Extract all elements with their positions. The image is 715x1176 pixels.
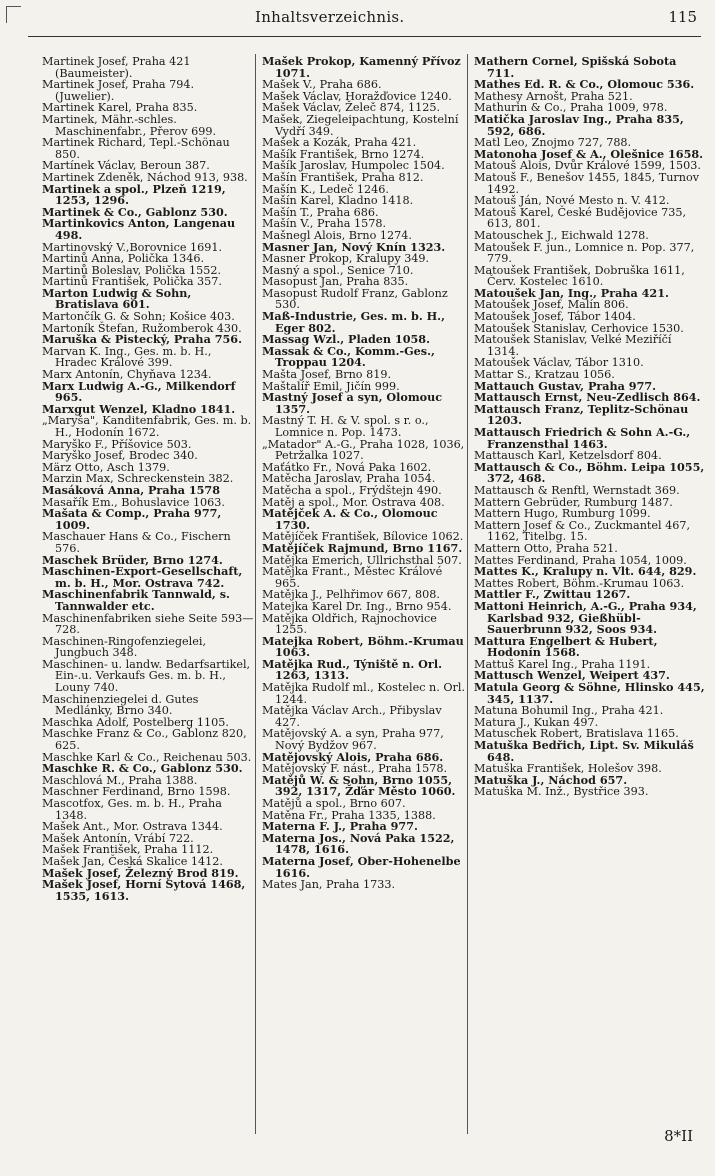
index-entry: Matouš Karel, České Budějovice 735, 613, 801. xyxy=(474,205,687,231)
index-entry: Mattler F., Zwittau 1267. xyxy=(474,587,631,602)
index-entry: Mathern Cornel, Spišská Sobota 711. xyxy=(474,54,677,80)
index-entry: Marton Ludwig & Sohn, Bratislava 601. xyxy=(42,285,192,312)
index-entry: Martinů Anna, Polička 1346. xyxy=(42,252,205,266)
index-entry: Matura J., Kukan 497. xyxy=(474,715,599,729)
index-entry: Materna Jos., Nová Paka 1522, 1478, 1616. xyxy=(262,830,455,857)
index-entry: Mašín František, Praha 812. xyxy=(262,170,424,184)
index-entry: Mattoni Heinrich, A.-G., Praha 934, Karlsbad 932, Gießhübl-Sauerbrunn 932, Soos 934. xyxy=(474,598,697,637)
index-entry: Matoušek F. jun., Lomnice n. Pop. 377, 779. xyxy=(474,240,695,266)
index-entry: Mašek František, Praha 1112. xyxy=(42,843,214,857)
index-entry: Matějka Oldřich, Rajnochovice 1255. xyxy=(262,611,437,637)
index-entry: Maryško F., Příšovice 503. xyxy=(42,437,192,451)
index-entry: Matuška J., Náchod 657. xyxy=(474,772,628,787)
index-entry: Matějka Frant., Městec Králové 965. xyxy=(262,565,443,590)
page-corner-mark xyxy=(6,6,21,23)
index-entry: „Maryša", Kanditenfabrik, Ges. m. b. H., Hodonín 1672. xyxy=(42,414,252,439)
index-entry: Mašek V., Praha 686. xyxy=(262,78,382,92)
index-entry: Martinek, Mähr.-schles. Maschinenfabr., Přerov 699. xyxy=(42,112,217,138)
page-number: 115 xyxy=(668,8,697,26)
index-entry: Maschinen- u. landw. Bedarfsartikel, Ein-.u. Verkaufs Ges. m. b. H., Louny 740. xyxy=(42,657,251,695)
index-entry: Martinkovics Anton, Langenau 498. xyxy=(42,216,236,242)
index-entry: Matula Georg & Söhne, Hlinsko 445, 345, 1137. xyxy=(474,680,705,706)
index-entry: Masný a spol., Senice 710. xyxy=(262,263,414,277)
index-entry: Matl Leo, Znojmo 727, 788. xyxy=(474,136,632,150)
index-entry: Matějů W. & Sohn, Brno 1055, 392, 1317, Žďár Město 1060. xyxy=(262,772,456,799)
index-entry: Martinek Karel, Praha 835. xyxy=(42,101,198,115)
index-entry: Matonoha Josef & A., Olešnice 1658. xyxy=(474,146,704,161)
index-entry: Matějček A. & Co., Olomouc 1730. xyxy=(262,506,438,532)
index-entry: Mašín Karel, Kladno 1418. xyxy=(262,194,414,208)
index-entry: Matouš Alois, Dvůr Králové 1599, 1503. xyxy=(474,159,701,173)
index-entry: Mathesy Arnošt, Praha 521. xyxy=(474,89,633,103)
index-entry: Mattausch Ernst, Neu-Zedlisch 864. xyxy=(474,390,701,405)
index-entry: Martinek Josef, Praha 794. (Juwelier). xyxy=(42,78,195,103)
index-entry: Martončík G. & Sohn; Košice 403. xyxy=(42,310,235,324)
index-entry: Matějíček Rajmund, Brno 1167. xyxy=(262,540,463,555)
index-entry: Maschke R. & Co., Gablonz 530. xyxy=(42,761,243,776)
index-entry: Mates Jan, Praha 1733. xyxy=(262,878,396,892)
index-entry: Mattar S., Kratzau 1056. xyxy=(474,368,615,382)
index-entry: Maschek Brüder, Brno 1274. xyxy=(42,552,223,567)
index-entry: Matějka Václav Arch., Přibyslav 427. xyxy=(262,704,442,729)
index-entry: Matuschek Robert, Bratislava 1165. xyxy=(474,727,679,741)
index-entry: Mašek Ant., Mor. Ostrava 1344. xyxy=(42,820,223,834)
index-entry: Matoušek Václav, Tábor 1310. xyxy=(474,356,644,370)
index-entry: Maryško Josef, Brodec 340. xyxy=(42,449,198,463)
index-entry: Marvan K. Ing., Ges. m. b. H., Hradec Králové 399. xyxy=(42,344,212,370)
index-entry: Matoušek Stanislav, Cerhovice 1530. xyxy=(474,321,684,335)
index-entry: Martinek Zdeněk, Náchod 913, 938. xyxy=(42,170,248,184)
index-entry: Matějíček František, Bílovice 1062. xyxy=(262,530,464,544)
index-entry: Mastný Josef a syn, Olomouc 1357. xyxy=(262,390,443,416)
index-entry: Mattausch Friedrich & Sohn A.-G., Franzensthal 1463. xyxy=(474,425,691,451)
index-entry: Matejka Robert, Böhm.-Krumau 1063. xyxy=(262,633,464,660)
index-entry: Mašek Václav, Horažďovice 1240. xyxy=(262,89,452,103)
index-entry: Mattusch Wenzel, Weipert 437. xyxy=(474,668,670,683)
page-header-title: Inhaltsverzeichnis. xyxy=(255,8,405,26)
index-entry: Mašek Josef, Horní Sytová 1468, 1535, 1613. xyxy=(42,877,246,903)
index-entry: Mašek Václav, Želeč 874, 1125. xyxy=(262,101,441,115)
index-entry: Maschlová M., Praha 1388. xyxy=(42,773,198,787)
index-entry: Martinek Josef, Praha 421 (Baumeister). xyxy=(42,55,191,80)
index-entry: Maschinenziegelei d. Gutes Medlánky, Brno 340. xyxy=(42,692,199,718)
index-entry: Mattern Otto, Praha 521. xyxy=(474,541,618,555)
index-entry: Mattauch Gustav, Praha 977. xyxy=(474,378,657,393)
index-entry: Matěcha a spol., Frýdštejn 490. xyxy=(262,483,442,497)
index-entry: Matouš F., Benešov 1455, 1845, Turnov 1492. xyxy=(474,170,700,196)
index-entry: Matuška František, Holešov 398. xyxy=(474,762,662,776)
index-entry: Matějů a spol., Brno 607. xyxy=(262,797,406,810)
index-entry: Matoušek Jan, Ing., Praha 421. xyxy=(474,285,669,300)
index-entry: Maschinenfabriken siehe Seite 593—728. xyxy=(42,611,254,637)
index-entry: Mattes Ferdinand, Praha 1054, 1009. xyxy=(474,553,687,567)
index-entry: Maschinen-Export-Gesellschaft, m. b. H., Mor. Ostrava 742. xyxy=(42,564,243,590)
index-entry: Mašta Josef, Brno 819. xyxy=(262,368,391,382)
index-entry: Maß-Industrie, Ges. m. b. H., Eger 802. xyxy=(262,309,445,335)
index-entry: Matuna Bohumil Ing., Praha 421. xyxy=(474,704,664,718)
index-entry: Matouschek J., Eichwald 1278. xyxy=(474,228,649,242)
index-entry: Matějka Emerich, Ullrichsthal 507. xyxy=(262,553,462,567)
index-entry: Martoník Štefan, Ružomberok 430. xyxy=(42,321,242,335)
column-divider xyxy=(467,54,468,1134)
index-entry: Martinek a spol., Plzeň 1219, 1253, 1296. xyxy=(42,181,226,208)
index-entry: Matoušek Josef, Malín 806. xyxy=(474,298,629,312)
index-entry: Matejka Karel Dr. Ing., Brno 954. xyxy=(262,599,452,613)
index-entry: Matouš Ján, Nové Mesto n. V. 412. xyxy=(474,194,670,208)
index-entry: „Matador" A.-G., Praha 1028, 1036, Petržalka 1027. xyxy=(262,437,465,463)
index-entry: Maschauer Hans & Co., Fischern 576. xyxy=(42,530,231,555)
index-entry: Matějka Rudolf ml., Kostelec n. Orl. 1244. xyxy=(262,681,466,706)
index-column-1 xyxy=(42,56,254,902)
index-entry: Matoušek Stanislav, Velké Meziříčí 1314. xyxy=(474,333,672,358)
index-entry: Matoušek František, Dobruška 1611, Červ. Kostelec 1610. xyxy=(474,263,685,289)
index-entry: Matějovský A. a syn, Praha 977, Nový Bydžov 967. xyxy=(262,727,444,753)
index-entry: Masopust Rudolf Franz, Gablonz 530. xyxy=(262,286,448,312)
index-entry: Martínek Václav, Beroun 387. xyxy=(42,159,210,173)
index-entry: Mattausch & Renftl, Wernstadt 369. xyxy=(474,483,680,497)
index-entry: Matoušek Josef, Tábor 1404. xyxy=(474,310,636,324)
index-entry: Masner Jan, Nový Knín 1323. xyxy=(262,239,446,254)
index-entry: Maschner Ferdinand, Brno 1598. xyxy=(42,785,231,799)
index-entry: Massag Wzl., Pladen 1058. xyxy=(262,332,430,347)
index-entry: Matěcha Jaroslav, Praha 1054. xyxy=(262,472,436,486)
index-entry: Mattes K., Kralupy n. Vlt. 644, 829. xyxy=(474,564,697,579)
index-entry: Mašata & Comp., Praha 977, 1009. xyxy=(42,506,222,532)
index-entry: Masáková Anna, Praha 1578 xyxy=(42,482,220,497)
index-entry: Matějka J., Pelhřimov 667, 808. xyxy=(262,588,440,602)
index-entry: Martinek & Co., Gablonz 530. xyxy=(42,204,228,219)
index-entry: Matuška Bedřich, Lipt. Sv. Mikuláš 648. xyxy=(474,738,694,764)
index-entry: Masařík Em., Bohuslavice 1063. xyxy=(42,495,225,509)
index-entry: Mašín T., Praha 686. xyxy=(262,205,379,219)
index-entry: Mašík Jaroslav, Humpolec 1504. xyxy=(262,159,445,173)
index-entry: Marx Ludwig A.-G., Milkendorf 965. xyxy=(42,378,236,405)
index-column-2 xyxy=(262,56,466,891)
index-entry: Maťátko Fr., Nová Paka 1602. xyxy=(262,460,432,474)
index-entry: Mašík František, Brno 1274. xyxy=(262,147,425,161)
index-entry: Mattausch Franz, Teplitz-Schönau 1203. xyxy=(474,401,689,428)
index-entry: Mašek Prokop, Kamenný Přívoz 1071. xyxy=(262,54,461,80)
index-entry: Matějovský F. nást., Praha 1578. xyxy=(262,762,448,776)
index-entry: Mašek Jan, Česká Skalice 1412. xyxy=(42,854,223,868)
index-entry: Mattes Robert, Böhm.-Krumau 1063. xyxy=(474,576,685,590)
column-divider xyxy=(255,54,256,1134)
index-entry: Mathes Ed. R. & Co., Olomouc 536. xyxy=(474,77,695,92)
index-entry: Masner Prokop, Kralupy 349. xyxy=(262,252,430,266)
index-entry: Maštalíř Emil, Jičín 999. xyxy=(262,379,400,393)
index-entry: Mašek a Kozák, Praha 421. xyxy=(262,136,417,150)
index-entry: Mattura Engelbert & Hubert, Hodonín 1568. xyxy=(474,633,658,660)
index-entry: Marx Antonín, Chyňava 1234. xyxy=(42,368,212,382)
index-entry: März Otto, Asch 1379. xyxy=(42,460,170,474)
header-rule xyxy=(28,36,701,37)
index-entry: Matička Jaroslav Ing., Praha 835, 592, 686. xyxy=(474,111,684,138)
index-entry: Maruška & Pistecký, Praha 756. xyxy=(42,332,242,347)
index-entry: Maschke Karl & Co., Reichenau 503. xyxy=(42,750,252,764)
index-entry: Materna F. J., Praha 977. xyxy=(262,819,418,834)
index-entry: Materna Josef, Ober-Hohenelbe 1616. xyxy=(262,853,461,880)
index-entry: Masopust Jan, Praha 835. xyxy=(262,275,409,289)
index-entry: Martinovský V.,Borovnice 1691. xyxy=(42,240,223,254)
index-entry: Maschinenfabrik Tannwald, s. Tannwalder etc. xyxy=(42,587,230,613)
index-entry: Mašek Antonín, Vrábí 722. xyxy=(42,831,194,845)
sheet-signature: 8*II xyxy=(664,1127,693,1145)
index-entry: Matějka Rud., Týniště n. Orl. 1263, 1313. xyxy=(262,656,442,683)
index-entry: Mascotfox, Ges. m. b. H., Praha 1348. xyxy=(42,797,222,822)
index-entry: Mattern Josef & Co., Zuckmantel 467, 1162, Titelbg. 15. xyxy=(474,518,691,544)
index-entry: Mašín K., Ledeč 1246. xyxy=(262,182,389,196)
index-entry: Matějovský Alois, Praha 686. xyxy=(262,749,444,764)
index-entry: Mašnegl Alois, Brno 1274. xyxy=(262,228,412,242)
index-column-3 xyxy=(474,56,705,798)
index-entry: Mattern Hugo, Rumburg 1099. xyxy=(474,507,651,521)
index-entry: Mattausch Karl, Ketzelsdorf 804. xyxy=(474,449,662,463)
index-entry: Matuška M. Inž., Bystřice 393. xyxy=(474,785,649,799)
index-entry: Mathurin & Co., Praha 1009, 978. xyxy=(474,101,668,115)
index-entry: Mašek, Ziegeleipachtung, Kostelní Vydří 349. xyxy=(262,112,459,138)
index-entry: Maschinen-Ringofenziegelei, Jungbuch 348. xyxy=(42,634,207,660)
index-entry: Martinek Richard, Tepl.-Schönau 850. xyxy=(42,136,230,161)
index-entry: Mattern Gebrüder, Rumburg 1487. xyxy=(474,495,673,509)
index-entry: Marxgut Wenzel, Kladno 1841. xyxy=(42,401,236,416)
index-entry: Marzin Max, Schreckenstein 382. xyxy=(42,472,234,486)
index-entry: Massak & Co., Komm.-Ges., Troppau 1204. xyxy=(262,343,435,370)
index-entry: Mastný T. H. & V. spol. s r. o., Lomnice n. Pop. 1473. xyxy=(262,414,429,439)
index-entry: Matěj a spol., Mor. Ostrava 408. xyxy=(262,495,445,509)
index-entry: Martinů Boleslav, Polička 1552. xyxy=(42,263,222,277)
index-entry: Mattausch & Co., Böhm. Leipa 1055, 372, 468. xyxy=(474,459,705,486)
index-entry: Mašín V., Praha 1578. xyxy=(262,217,386,231)
index-entry: Matěna Fr., Praha 1335, 1388. xyxy=(262,808,436,822)
index-entry: Maschka Adolf, Postelberg 1105. xyxy=(42,715,229,729)
index-entry: Maschke Franz & Co., Gablonz 820, 625. xyxy=(42,727,247,753)
index-entry: Mattuš Karel Ing., Praha 1191. xyxy=(474,657,651,671)
index-entry: Mašek Josef, Železný Brod 819. xyxy=(42,865,239,880)
index-entry: Martinů František, Polička 357. xyxy=(42,275,222,289)
